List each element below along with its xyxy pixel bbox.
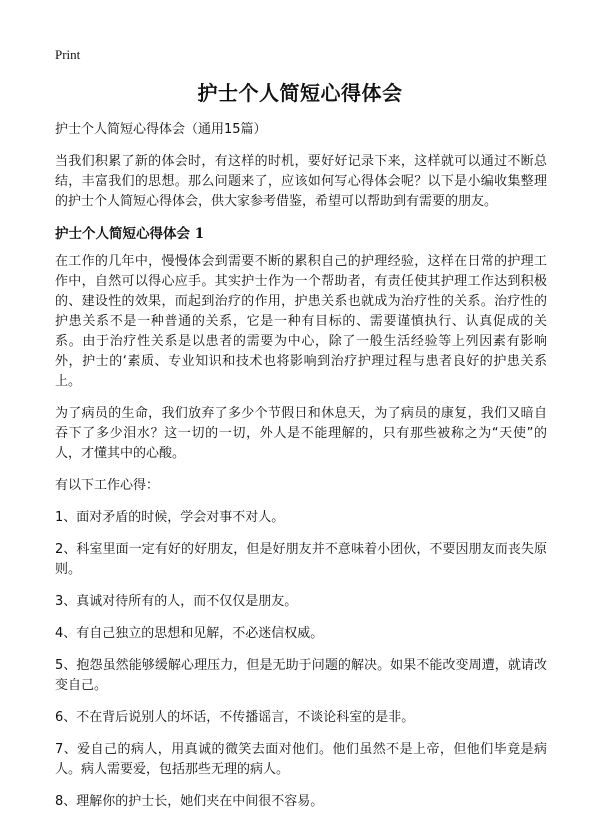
section-heading: 护士个人简短心得体会 1 [55, 226, 205, 242]
document-subtitle: 护士个人简短心得体会（通用15篇） [55, 122, 267, 137]
body-paragraph: 有以下工作心得： [55, 478, 160, 493]
list-item: 6、不在背后说别人的坏话，不传播谣言，不谈论科室的是非。 [55, 710, 415, 725]
list-item: 7、爱自己的病人，用真诚的微笑去面对他们。他们虽然不是上帝，但他们毕竟是病人。病人需要爱，包括那些无理的病人。 [55, 742, 547, 777]
print-link[interactable]: Print [55, 47, 81, 62]
list-item: 5、抱怨虽然能够缓解心理压力，但是无助于问题的解决。如果不能改变周遭，就请改变自己。 [55, 658, 547, 693]
list-item: 2、科室里面一定有好的好朋友，但是好朋友并不意味着小团伙，不要因朋友而丧失原则。 [55, 542, 547, 577]
body-paragraph: 为了病员的生命，我们放弃了多少个节假日和休息天，为了病员的康复，我们又暗自吞下了多少泪水？这一切的一切，外人是不能理解的，只有那些被称之为“天使”的人，才懂其中的心酸。 [55, 406, 547, 461]
list-item: 4、有自己独立的思想和见解，不必迷信权威。 [55, 626, 324, 641]
list-item: 3、真诚对待所有的人，而不仅仅是朋友。 [55, 594, 298, 609]
list-item: 8、理解你的护士长，她们夹在中间很不容易。 [55, 794, 324, 809]
document-title: 护士个人简短心得体会 [197, 81, 403, 105]
intro-paragraph: 当我们积累了新的体会时，有这样的时机，要好好记录下来，这样就可以通过不断总结，丰富我们的思想。那么问题来了，应该如何写心得体会呢？以下是小编收集整理的护士个人简短心得体会，供大家参考借鉴，希望可以帮助到有需要的朋友。 [55, 154, 547, 209]
body-paragraph: 在工作的几年中，慢慢体会到需要不断的累积自己的护理经验，这样在日常的护理工作中，自然可以得心应手。其实护士作为一个帮助者，有责任使其护理工作达到积极的、建设性的效果，而起到治疗的作用，护患关系也就成为治疗性的关系。治疗性的护患关系不是一种普通的关系，它是一种有目标的、需要谨慎执行、认真促成的关系。由于治疗性关系是以患者的需要为中心，除了一般生活经验等上列因素有影响外，护士的‘素质、专业知识和技术也将影响到治疗护理过程与患者良好的护患关系上。 [55, 254, 547, 389]
list-item: 1、面对矛盾的时候，学会对事不对人。 [55, 510, 285, 525]
document-body [55, 120, 547, 824]
